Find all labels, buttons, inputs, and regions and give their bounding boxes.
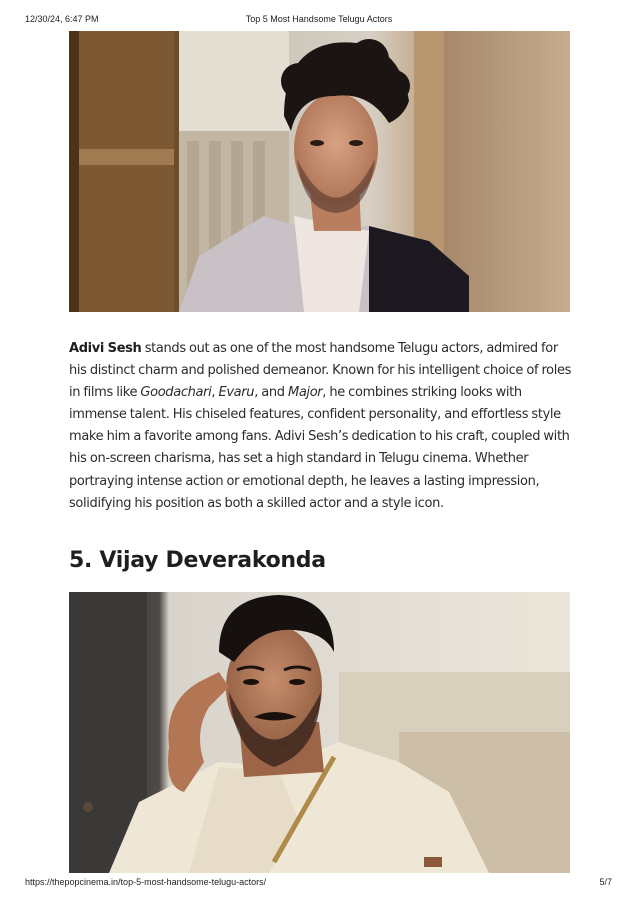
print-page-number: 5/7 [599, 877, 612, 887]
vijay-deverakonda-photo [69, 592, 570, 873]
section-heading-vijay-deverakonda: 5. Vijay Deverakonda [69, 548, 326, 573]
paragraph-text-2: , he combines striking looks with immense talent. His chiseled features, confident personality, and effortless style make him a favorite among fans. Adivi Sesh’s dedication to his craft, coupled with his on-screen charisma, has set a high standard in Telugu cinema. Whether portraying intense action or emotional depth, he leaves a lasting impression, solidifying his position as both a skilled actor and a style icon. [69, 385, 570, 511]
print-header [0, 14, 638, 28]
print-datetime: 12/30/24, 6:47 PM [25, 14, 99, 24]
article-paragraph [69, 338, 573, 515]
print-footer [0, 877, 638, 891]
adivi-sesh-photo [69, 31, 570, 312]
film-title-evaru: Evaru [218, 385, 255, 401]
article-image-vijay-deverakonda [69, 592, 570, 873]
article-image-adivi-sesh [69, 31, 570, 312]
film-title-major: Major [287, 385, 323, 401]
actor-name-bold: Adivi Sesh [69, 341, 142, 356]
film-title-goodachari: Goodachari [140, 385, 212, 401]
paragraph-text-1: stands out as one of the most handsome Telugu actors, admired for his distinct charm and polished demeanor. Known for his intelligent choice of roles in films like [69, 341, 572, 401]
print-url: https://thepopcinema.in/top-5-most-handsome-telugu-actors/ [25, 877, 267, 887]
print-page-title: Top 5 Most Handsome Telugu Actors [245, 14, 393, 24]
separator: , and [254, 385, 288, 401]
separator: , [211, 385, 219, 401]
